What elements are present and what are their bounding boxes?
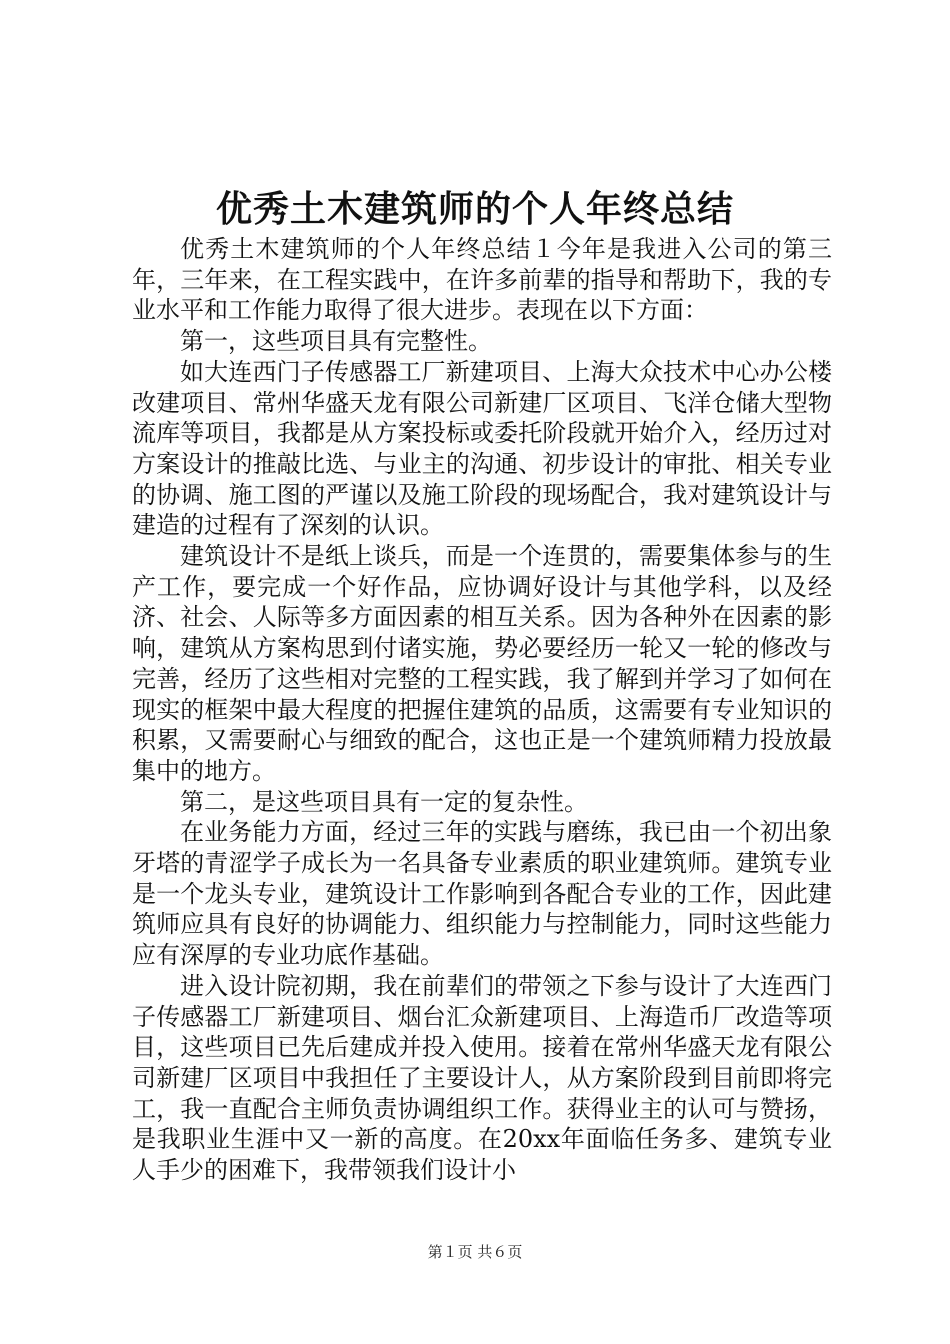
paragraph-abilities: 在业务能力方面，经过三年的实践与磨练，我已由一个初出象牙塔的青涩学子成长为一名具备专业素质的职业建筑师。建筑专业是一个龙头专业，建筑设计工作影响到各配合专业的工作，因此建筑师应具有良好的协调能力、组织能力与控制能力，同时这些能力应有深厚的专业功底作基础。 — [132, 818, 832, 970]
paragraph-intro: 优秀土木建筑师的个人年终总结１今年是我进入公司的第三年，三年来，在工程实践中，在许多前辈的指导和帮助下，我的专业水平和工作能力取得了很大进步。表现在以下方面： — [132, 235, 832, 325]
paragraph-heading-second: 第二，是这些项目具有一定的复杂性。 — [180, 787, 588, 816]
document-body — [132, 234, 832, 1186]
paragraph-heading-first: 第一，这些项目具有完整性。 — [180, 327, 492, 356]
paragraph-design-process: 建筑设计不是纸上谈兵，而是一个连贯的，需要集体参与的生产工作，要完成一个好作品，应协调好设计与其他学科，以及经济、社会、人际等多方面因素的相互关系。因为各种外在因素的影响，建筑从方案构思到付诸实施，势必要经历一轮又一轮的修改与完善，经历了这些相对完整的工程实践，我了解到并学习了如何在现实的框架中最大程度的把握住建筑的品质，这需要有专业知识的积累，又需要耐心与细致的配合，这也正是一个建筑师精力投放最集中的地方。 — [132, 542, 832, 785]
document-title: 优秀土木建筑师的个人年终总结 — [215, 188, 734, 230]
paragraph-projects: 如大连西门子传感器工厂新建项目、上海大众技术中心办公楼改建项目、常州华盛天龙有限公司新建厂区项目、飞洋仓储大型物流库等项目，我都是从方案投标或委托阶段就开始介入，经历过对方案设计的推敲比选、与业主的沟通、初步设计的审批、相关专业的协调、施工图的严谨以及施工阶段的现场配合，我对建筑设计与建造的过程有了深刻的认识。 — [132, 357, 832, 540]
page-footer: 第１页 共６页 — [427, 1243, 523, 1261]
paragraph-experience: 进入设计院初期，我在前辈们的带领之下参与设计了大连西门子传感器工厂新建项目、烟台汇众新建项目、上海造币厂改造等项目，这些项目已先后建成并投入使用。接着在常州华盛天龙有限公司新建厂区项目中我担任了主要设计人，从方案阶段到目前即将完工，我一直配合主师负责协调组织工作。获得业主的认可与赞扬，是我职业生涯中又一新的高度。在20xx年面临任务多、建筑专业人手少的困难下，我带领我们设计小 — [132, 971, 832, 1185]
